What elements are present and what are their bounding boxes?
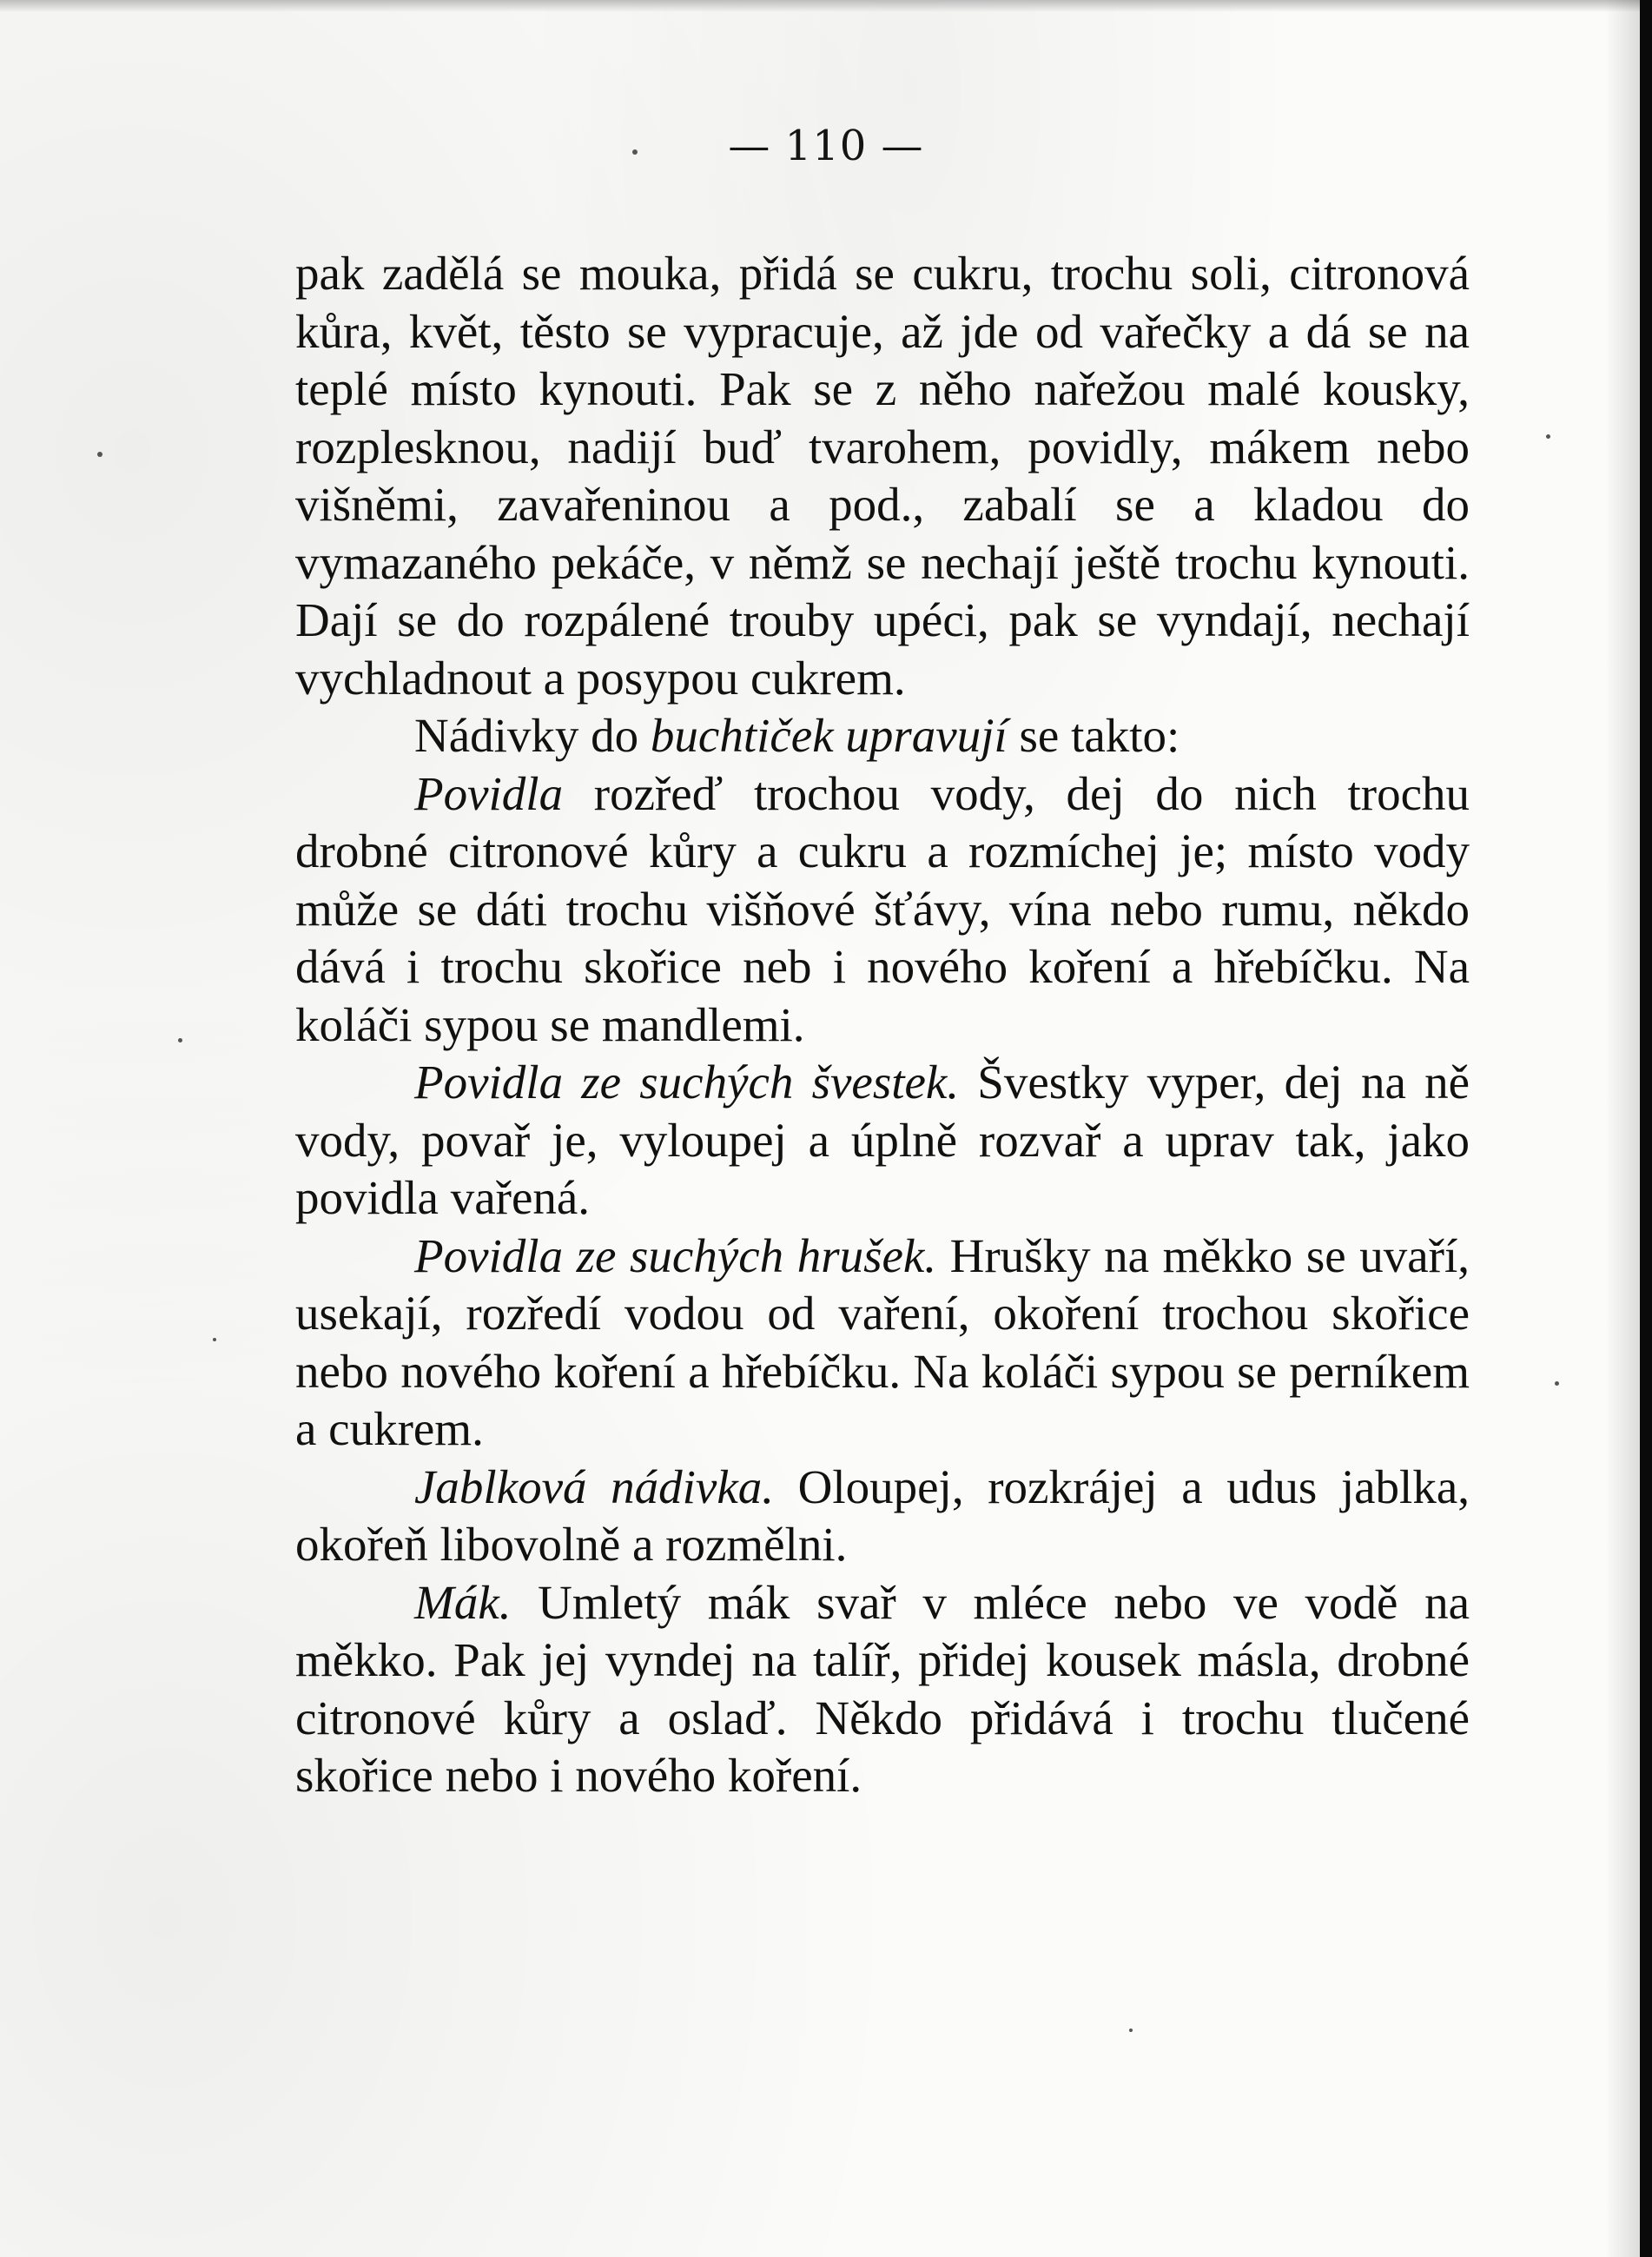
page-right-edge bbox=[1640, 0, 1652, 2257]
paragraph-italic-lead: Povidla bbox=[414, 766, 564, 820]
paragraph-italic-lead: Jablková nádivka. bbox=[414, 1459, 775, 1513]
paragraph-italic-lead: buchtiček upravují bbox=[650, 709, 1008, 762]
paragraph-text: Hrušky na měkko se uvaří, usekají, rozředí vodou od vaření, okoření trochou skořice nebo nového koření a hřebíčku. Na koláči sypou se perníkem a cukrem. bbox=[295, 1228, 1470, 1455]
paper-speck bbox=[213, 1338, 216, 1341]
paragraph-text: Švestky vyper, dej na ně vody, povař je, vyloupej a úplně rozvař a uprav tak, jako povidla vařená. bbox=[295, 1056, 1470, 1224]
paper-speck bbox=[1129, 2029, 1133, 2032]
body-text bbox=[295, 245, 1470, 1805]
paragraph-dough bbox=[295, 245, 1470, 707]
paragraph-text: Umletý mák svař v mléce nebo ve vodě na měkko. Pak jej vyndej na talíř, přidej kousek másla, drobné citronové kůry a oslaď. Někdo přidává i trochu tlučené skořice nebo i nového koření. bbox=[295, 1575, 1470, 1802]
paragraph-italic-lead: Povidla ze suchých švestek. bbox=[414, 1056, 960, 1109]
page-gutter-shadow bbox=[1605, 0, 1640, 2257]
paragraph-text: rozřeď trochou vody, dej do nich trochu drobné citronové kůry a cukru a rozmíchej je; místo vody může se dáti trochu višňové šťávy, vína nebo rumu, někdo dává i trochu skořice neb i nového koření a hřebíčku. Na koláči sypou se mandlemi. bbox=[295, 766, 1470, 1051]
paragraph-povidla-hrusky bbox=[295, 1228, 1470, 1459]
paragraph-povidla bbox=[295, 765, 1470, 1055]
paper-speck bbox=[1546, 434, 1550, 439]
paragraph-jablkova-nadivka bbox=[295, 1459, 1470, 1574]
paragraph-prefix: Nádivky do bbox=[414, 709, 651, 762]
paragraph-italic-lead: Povidla ze suchých hrušek. bbox=[414, 1228, 937, 1282]
paragraph-text: pak zadělá se mouka, přidá se cukru, trochu soli, citronová kůra, květ, těsto se vypracuje, až jde od vařečky a dá se na teplé místo kynouti. Pak se z něho nařežou malé kousky, rozplesknou, nadijí buď tvarohem, povidly, mákem nebo višněmi, zavařeninou a pod., zabalí se a kladou do vymazaného pekáče, v němž se nechají ještě trochu kynouti. Dají se do rozpálené trouby upéci, pak se vyndají, nechají vychladnout a posypou cukrem. bbox=[295, 247, 1470, 705]
page-top-edge-shadow bbox=[0, 0, 1652, 12]
paragraph-text: Oloupej, rozkrájej a udus jablka, okořeň libovolně a rozmělni. bbox=[295, 1459, 1470, 1571]
page-number: — 110 — bbox=[728, 122, 924, 170]
paragraph-fillings-intro bbox=[295, 707, 1470, 765]
paragraph-povidla-svestky bbox=[295, 1054, 1470, 1228]
paper-speck bbox=[97, 452, 102, 457]
paper-speck bbox=[1555, 1381, 1559, 1386]
paragraph-text: se takto: bbox=[1007, 709, 1180, 762]
paragraph-mak bbox=[295, 1574, 1470, 1805]
paragraph-italic-lead: Mák. bbox=[414, 1575, 512, 1629]
paper-speck bbox=[178, 1038, 182, 1042]
